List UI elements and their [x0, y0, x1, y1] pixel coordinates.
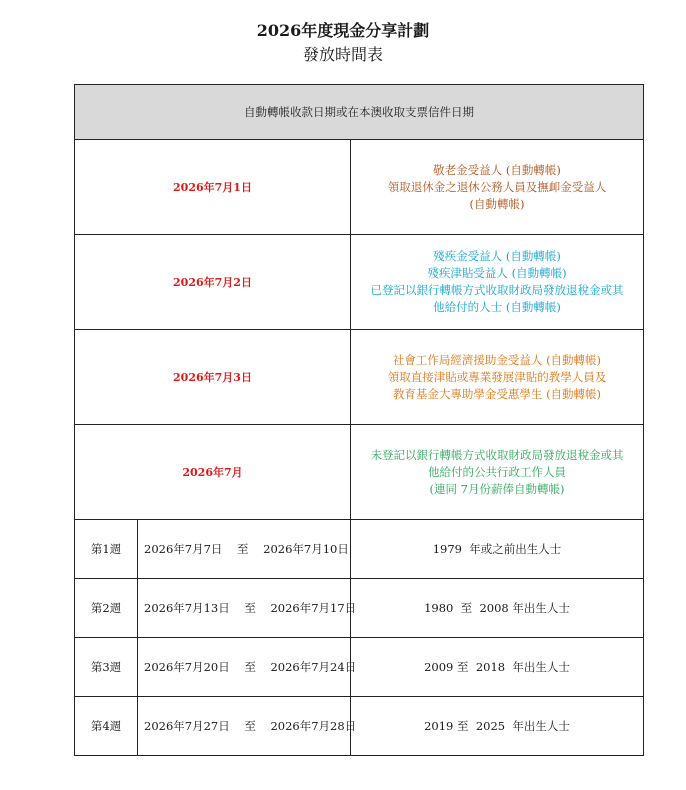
table-row [75, 330, 644, 425]
description-line: (連同 7月份薪俸自動轉帳) [429, 481, 565, 496]
date-range: 2026年7月20日 至 2026年7月24日 [138, 638, 351, 697]
description-line: 殘疾金受益人 (自動轉帳) [433, 249, 561, 263]
week-label: 第1週 [75, 520, 138, 579]
beneficiary-description [351, 425, 644, 520]
table-row [75, 235, 644, 330]
page-title: 2026年度現金分享計劃 [256, 21, 430, 40]
payment-date: 2026年7月3日 [75, 330, 351, 425]
birth-year-group: 1980 至 2008 年出生人士 [351, 579, 644, 638]
beneficiary-description [351, 140, 644, 235]
description-line: 社會工作局經濟援助金受益人 (自動轉帳) [392, 352, 602, 367]
table-row [75, 697, 644, 756]
payment-date: 2026年7月 [75, 425, 351, 520]
week-label: 第2週 [75, 579, 138, 638]
payment-date: 2026年7月1日 [75, 140, 351, 235]
table-row [75, 638, 644, 697]
week-label: 第3週 [75, 638, 138, 697]
table-row [75, 425, 644, 520]
description-line: 領取直接津貼或專業發展津貼的教學人員及 [387, 369, 607, 384]
table-header: 自動轉帳收款日期或在本澳收取支票信件日期 [75, 85, 644, 140]
description-line: 教育基金大專助學金受惠學生 (自動轉帳) [392, 386, 602, 401]
description-line: 他給付的公共行政工作人員 [428, 464, 566, 479]
schedule-table [74, 84, 644, 756]
birth-year-group: 1979 年或之前出生人士 [351, 520, 644, 579]
date-range: 2026年7月13日 至 2026年7月17日 [138, 579, 351, 638]
description-line: (自動轉帳) [469, 196, 525, 211]
description-line: 未登記以銀行轉帳方式收取財政局發放退稅金或其 [370, 447, 624, 462]
birth-year-group: 2019 至 2025 年出生人士 [351, 697, 644, 756]
date-range: 2026年7月27日 至 2026年7月28日 [138, 697, 351, 756]
table-row [75, 140, 644, 235]
description-line: 殘疾津貼受益人 (自動轉帳) [427, 266, 567, 280]
table-row [75, 579, 644, 638]
beneficiary-description [351, 235, 644, 330]
beneficiary-description [351, 330, 644, 425]
week-label: 第4週 [75, 697, 138, 756]
date-range: 2026年7月7日 至 2026年7月10日 [138, 520, 351, 579]
description-line: 已登記以銀行轉帳方式收取財政局發放退稅金或其 [370, 283, 624, 297]
description-line: 領取退休金之退休公務人員及撫卹金受益人 [387, 179, 607, 194]
payment-date: 2026年7月2日 [75, 235, 351, 330]
birth-year-group: 2009 至 2018 年出生人士 [351, 638, 644, 697]
description-line: 他給付的人士 (自動轉帳) [433, 300, 561, 314]
description-line: 敬老金受益人 (自動轉帳) [433, 162, 561, 177]
page-subtitle: 發放時間表 [302, 45, 383, 64]
table-row [75, 520, 644, 579]
